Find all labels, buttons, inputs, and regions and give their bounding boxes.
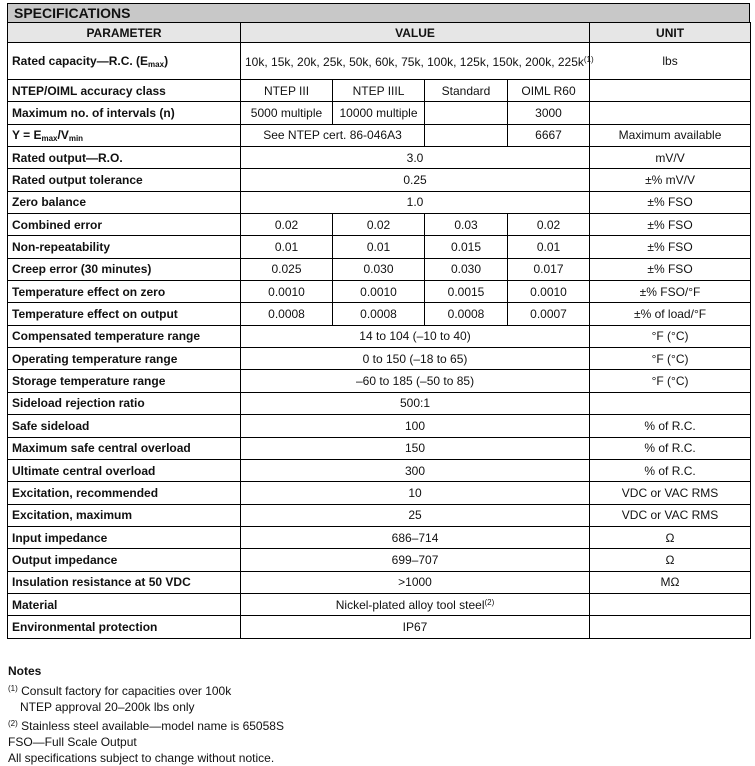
param-label: Input impedance: [8, 526, 241, 548]
param-value: 10: [241, 482, 590, 504]
table-row: [8, 147, 751, 169]
table-row: [8, 80, 751, 102]
param-label: Ultimate central overload: [8, 459, 241, 481]
param-value: NTEP IIIL: [333, 80, 425, 102]
param-value: 3000: [508, 102, 590, 124]
param-unit: [590, 80, 751, 102]
param-value: 14 to 104 (–10 to 40): [241, 325, 590, 347]
note-fso: FSO—Full Scale Output: [8, 734, 137, 749]
param-value: 0.02: [333, 214, 425, 236]
param-label: Combined error: [8, 214, 241, 236]
table-row: [8, 236, 751, 258]
table-row: [8, 593, 751, 615]
table-row: [8, 526, 751, 548]
notes-heading: Notes: [8, 664, 42, 678]
param-unit: Maximum available: [590, 124, 751, 146]
param-label: Maximum safe central overload: [8, 437, 241, 459]
param-value: [425, 124, 508, 146]
param-label: Rated output tolerance: [8, 169, 241, 191]
table-row: [8, 102, 751, 124]
table-row: [8, 348, 751, 370]
param-label: Excitation, recommended: [8, 482, 241, 504]
notes-section: [8, 663, 284, 766]
param-unit: % of R.C.: [590, 437, 751, 459]
param-unit: ±% FSO: [590, 236, 751, 258]
param-unit: ±% of load/°F: [590, 303, 751, 325]
table-row: [8, 504, 751, 526]
param-value: See NTEP cert. 86-046A3: [241, 124, 425, 146]
table-row: [8, 392, 751, 414]
param-label: Excitation, maximum: [8, 504, 241, 526]
param-unit: °F (°C): [590, 325, 751, 347]
param-label: $Y = E_{max}/V_{min}$: [8, 124, 241, 146]
param-unit: °F (°C): [590, 348, 751, 370]
param-unit: MΩ: [590, 571, 751, 593]
header-value: VALUE: [241, 23, 590, 43]
table-row: [8, 191, 751, 213]
param-value: 25: [241, 504, 590, 526]
param-value: OIML R60: [508, 80, 590, 102]
param-value: 0.25: [241, 169, 590, 191]
param-value: 0.030: [333, 258, 425, 280]
param-value: 3.0: [241, 147, 590, 169]
param-unit: VDC or VAC RMS: [590, 504, 751, 526]
table-row: [8, 571, 751, 593]
param-label: Temperature effect on output: [8, 303, 241, 325]
specifications-table: [7, 22, 751, 639]
param-value: 0.0008: [241, 303, 333, 325]
param-label: NTEP/OIML accuracy class: [8, 80, 241, 102]
param-value: NTEP III: [241, 80, 333, 102]
param-value: 699–707: [241, 549, 590, 571]
table-row: [8, 325, 751, 347]
table-row: [8, 459, 751, 481]
param-label: Maximum no. of intervals (n): [8, 102, 241, 124]
param-label: Temperature effect on zero: [8, 281, 241, 303]
param-unit: mV/V: [590, 147, 751, 169]
param-value: >1000: [241, 571, 590, 593]
param-value: IP67: [241, 616, 590, 638]
param-value: 0.0007: [508, 303, 590, 325]
param-label: Non-repeatability: [8, 236, 241, 258]
param-label: Storage temperature range: [8, 370, 241, 392]
footnote-ref: (2): [484, 597, 495, 607]
param-unit: [590, 102, 751, 124]
table-row: [8, 43, 751, 80]
param-label: Zero balance: [8, 191, 241, 213]
param-unit: ±% mV/V: [590, 169, 751, 191]
param-value: –60 to 185 (–50 to 85): [241, 370, 590, 392]
param-value: 0.0008: [425, 303, 508, 325]
param-value: 0.0010: [333, 281, 425, 303]
param-value: 0 to 150 (–18 to 65): [241, 348, 590, 370]
param-value: 100: [241, 415, 590, 437]
section-title: SPECIFICATIONS: [7, 3, 750, 22]
header-parameter: PARAMETER: [8, 23, 241, 43]
note-1: $^{(1)}$ Consult factory for capacities over 100k: [8, 684, 232, 699]
param-label: Environmental protection: [8, 616, 241, 638]
param-unit: [590, 392, 751, 414]
param-value: 686–714: [241, 526, 590, 548]
param-value: 0.03: [425, 214, 508, 236]
footnote-ref: (1): [583, 55, 594, 64]
param-unit: ±% FSO: [590, 258, 751, 280]
specifications-section: [7, 3, 750, 639]
header-row: [8, 23, 751, 43]
param-label: Creep error (30 minutes): [8, 258, 241, 280]
param-label: Safe sideload: [8, 415, 241, 437]
param-value: 500:1: [241, 392, 590, 414]
param-unit: [590, 593, 751, 615]
param-unit: VDC or VAC RMS: [590, 482, 751, 504]
table-row: [8, 616, 751, 638]
param-unit: Ω: [590, 549, 751, 571]
param-label: Insulation resistance at 50 VDC: [8, 571, 241, 593]
param-label: Sideload rejection ratio: [8, 392, 241, 414]
table-row: [8, 281, 751, 303]
param-value: 0.02: [241, 214, 333, 236]
table-row: [8, 258, 751, 280]
param-value: 1.0: [241, 191, 590, 213]
param-unit: [590, 616, 751, 638]
param-value: 0.025: [241, 258, 333, 280]
param-value: 0.0015: [425, 281, 508, 303]
param-label: Rated output—R.O.: [8, 147, 241, 169]
param-unit: % of R.C.: [590, 415, 751, 437]
param-unit: ±% FSO: [590, 214, 751, 236]
param-label: Rated capacity—R.C. $(E_{max})$: [8, 43, 241, 80]
param-unit: ±% FSO: [590, 191, 751, 213]
param-value: Standard: [425, 80, 508, 102]
param-unit: lbs: [590, 43, 751, 80]
param-unit: °F (°C): [590, 370, 751, 392]
param-value: 6667: [508, 124, 590, 146]
param-value: 0.01: [241, 236, 333, 258]
table-row: [8, 169, 751, 191]
param-label: Compensated temperature range: [8, 325, 241, 347]
table-row: [8, 549, 751, 571]
param-unit: % of R.C.: [590, 459, 751, 481]
param-value: 0.0010: [508, 281, 590, 303]
table-row: [8, 214, 751, 236]
param-value: 10k, 15k, 20k, 25k, 50k, 60k, 75k, 100k, 125k, 150k, 200k, $225k^{(1)}$: [241, 43, 590, 80]
note-2: $^{(2)}$ Stainless steel available—model name is 65058S: [8, 718, 284, 733]
param-value: 0.01: [333, 236, 425, 258]
table-row: [8, 415, 751, 437]
param-value: 0.0008: [333, 303, 425, 325]
param-value: 0.030: [425, 258, 508, 280]
param-label: Operating temperature range: [8, 348, 241, 370]
param-value: Nickel-plated alloy tool steel$^{(2)}$: [241, 593, 590, 615]
table-row: [8, 303, 751, 325]
param-label: Material: [8, 593, 241, 615]
param-unit: ±% FSO/°F: [590, 281, 751, 303]
table-row: [8, 124, 751, 146]
param-value: 0.01: [508, 236, 590, 258]
param-value: 0.0010: [241, 281, 333, 303]
note-disclaimer: All specifications subject to change without notice.: [8, 751, 275, 766]
header-unit: UNIT: [590, 23, 751, 43]
table-row: [8, 437, 751, 459]
param-value: 0.02: [508, 214, 590, 236]
table-row: [8, 370, 751, 392]
param-label: Output impedance: [8, 549, 241, 571]
param-value: 10000 multiple: [333, 102, 425, 124]
param-value: 150: [241, 437, 590, 459]
param-value: 5000 multiple: [241, 102, 333, 124]
param-value: 300: [241, 459, 590, 481]
param-unit: Ω: [590, 526, 751, 548]
param-value: 0.015: [425, 236, 508, 258]
table-row: [8, 482, 751, 504]
param-value: [425, 102, 508, 124]
param-value: 0.017: [508, 258, 590, 280]
note-1-continued: NTEP approval 20–200k lbs only: [20, 700, 195, 715]
